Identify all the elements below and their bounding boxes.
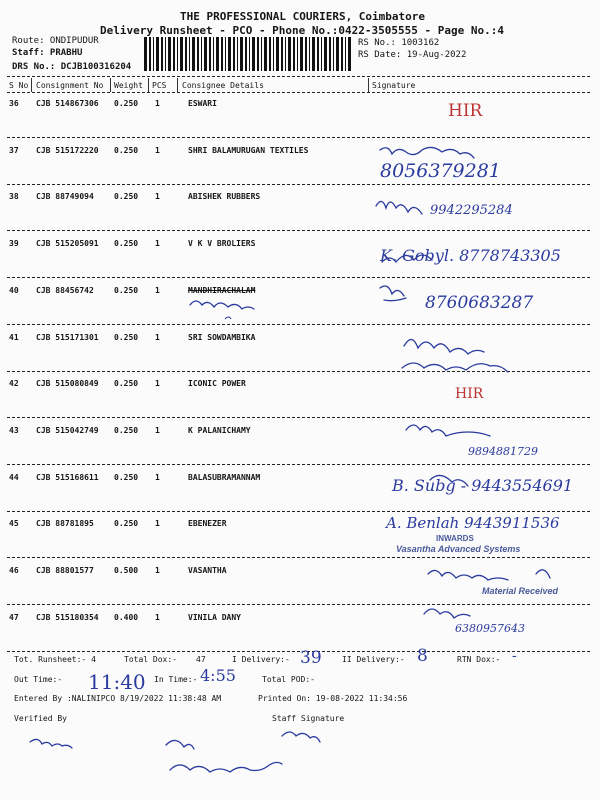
- row-38-signature: 9942295284: [430, 203, 513, 218]
- row-pcs: 1: [155, 473, 160, 482]
- out-time-value: 11:40: [88, 670, 146, 694]
- row-pcs: 1: [155, 613, 160, 622]
- row-pcs: 1: [155, 286, 160, 295]
- row-pcs: 1: [155, 99, 160, 108]
- row-sno: 36: [9, 99, 19, 108]
- tot-runsheet: Tot. Runsheet:- 4: [14, 655, 96, 664]
- row-consignee-name: ABISHEK RUBBERS: [188, 192, 261, 201]
- total-dox-value: 47: [196, 655, 206, 664]
- rs-number: RS No.: 1003162: [358, 38, 440, 48]
- row-37-signature: 8056379281: [380, 160, 501, 182]
- in-time-value: 4:55: [200, 666, 236, 685]
- row-consignment-no: CJB 515205091: [36, 239, 99, 248]
- row-44-signature: B. Subg - 9443554691: [392, 476, 574, 495]
- row-weight: 0.250: [114, 333, 139, 342]
- row-pcs: 1: [155, 146, 160, 155]
- entered-by: Entered By :NALINIPCO 8/19/2022 11:38:48 AM: [14, 694, 222, 703]
- row-sno: 38: [9, 192, 19, 201]
- stamp-company: Vasantha Advanced Systems: [396, 544, 521, 554]
- col-header-consignment: Consignment No: [36, 81, 104, 90]
- row-consignment-no: CJB 88749094: [36, 192, 94, 201]
- row-weight: 0.250: [114, 426, 139, 435]
- col-header-sno: S No: [9, 81, 29, 90]
- row-pcs: 1: [155, 333, 160, 342]
- row-sno: 37: [9, 146, 19, 155]
- row-39-signature: K. Gobyl. 8778743305: [380, 246, 561, 265]
- stamp-inwards: INWARDS: [436, 534, 474, 543]
- row-consignment-no: CJB 515172220: [36, 146, 99, 155]
- row-sno: 39: [9, 239, 19, 248]
- row-consignment-no: CJB 514867306: [36, 99, 99, 108]
- row-consignment-no: CJB 88801577: [36, 566, 94, 575]
- row-consignee-name: K PALANICHAMY: [188, 426, 251, 435]
- row-consignee-name: EBENEZER: [188, 519, 227, 528]
- row-sno: 41: [9, 333, 19, 342]
- row-consignee-name: VASANTHA: [188, 566, 227, 575]
- row-pcs: 1: [155, 519, 160, 528]
- row-sno: 42: [9, 379, 19, 388]
- row-consignee-name: VINILA DANY: [188, 613, 241, 622]
- row-sno: 40: [9, 286, 19, 295]
- row-consignee-name: V K V BROLIERS: [188, 239, 256, 248]
- row-consignment-no: CJB 515168611: [36, 473, 99, 482]
- row-consignee-name: SHRI BALAMURUGAN TEXTILES: [188, 146, 309, 155]
- row-43-signature: 9894881729: [468, 445, 538, 458]
- row-consignment-no: CJB 88781895: [36, 519, 94, 528]
- row-sno: 43: [9, 426, 19, 435]
- staff-signature-label: Staff Signature: [272, 714, 345, 723]
- route-label: Route: ONDIPUDUR: [12, 36, 99, 46]
- row-consignment-no: CJB 515042749: [36, 426, 99, 435]
- row-consignment-no: CJB 88456742: [36, 286, 94, 295]
- row-sno: 44: [9, 473, 19, 482]
- row-pcs: 1: [155, 426, 160, 435]
- row-sno: 45: [9, 519, 19, 528]
- row-consignee-name: ICONIC POWER: [188, 379, 246, 388]
- total-pod-label: Total POD:-: [262, 675, 315, 684]
- col-header-pcs: PCS: [152, 81, 167, 90]
- row-sno: 47: [9, 613, 19, 622]
- printed-on: Printed On: 19-08-2022 11:34:56: [258, 694, 408, 703]
- rs-date: RS Date: 19-Aug-2022: [358, 50, 467, 60]
- row-consignee-name: ESWARI: [188, 99, 217, 108]
- ii-delivery-value: 8: [417, 646, 428, 666]
- row-weight: 0.250: [114, 286, 139, 295]
- row-consignee-name: SRI SOWDAMBIKA: [188, 333, 256, 342]
- row-47-signature: 6380957643: [455, 622, 525, 635]
- row-pcs: 1: [155, 379, 160, 388]
- row-consignment-no: CJB 515171301: [36, 333, 99, 342]
- row-36-signature: HIR: [448, 101, 483, 121]
- total-dox-label: Total Dox:-: [124, 655, 177, 664]
- rtn-dox-label: RTN Dox:-: [457, 655, 501, 664]
- in-time-label: In Time:-: [154, 675, 198, 684]
- row-weight: 0.250: [114, 192, 139, 201]
- row-sno: 46: [9, 566, 19, 575]
- row-weight: 0.250: [114, 99, 139, 108]
- ii-delivery-label: II Delivery:-: [342, 655, 405, 664]
- row-weight: 0.250: [114, 239, 139, 248]
- row-pcs: 1: [155, 192, 160, 201]
- row-weight: 0.250: [114, 473, 139, 482]
- col-header-signature: Signature: [372, 81, 416, 90]
- stamp-received: Material Received: [482, 586, 559, 596]
- row-weight: 0.250: [114, 379, 139, 388]
- row-45-signature: A. Benlah 9443911536: [386, 514, 560, 532]
- row-pcs: 1: [155, 566, 160, 575]
- row-42-signature: HIR: [455, 386, 484, 402]
- row-consignee-name: MANDHIRACHALAM: [188, 286, 256, 295]
- i-delivery-value: 39: [300, 648, 322, 668]
- staff-label: Staff: PRABHU: [12, 48, 83, 58]
- out-time-label: Out Time:-: [14, 675, 63, 684]
- row-consignment-no: CJB 515080849: [36, 379, 99, 388]
- company-title: THE PROFESSIONAL COURIERS, Coimbatore: [180, 10, 426, 23]
- row-40-signature: 8760683287: [425, 293, 534, 313]
- runsheet-subtitle: Delivery Runsheet - PCO - Phone No.:0422-3505555 - Page No.:4: [100, 24, 504, 37]
- drs-number: DRS No.: DCJB100316204: [12, 62, 132, 72]
- i-delivery-label: I Delivery:-: [232, 655, 290, 664]
- row-weight: 0.500: [114, 566, 139, 575]
- col-header-weight: Weight: [114, 81, 143, 90]
- row-weight: 0.400: [114, 613, 139, 622]
- row-pcs: 1: [155, 239, 160, 248]
- verified-by-label: Verified By: [14, 714, 67, 723]
- col-header-consignee: Consignee Details: [182, 81, 264, 90]
- row-weight: 0.250: [114, 519, 139, 528]
- row-consignment-no: CJB 515180354: [36, 613, 99, 622]
- row-consignee-name: BALASUBRAMANNAM: [188, 473, 261, 482]
- row-weight: 0.250: [114, 146, 139, 155]
- rtn-dox-value: -: [512, 648, 517, 664]
